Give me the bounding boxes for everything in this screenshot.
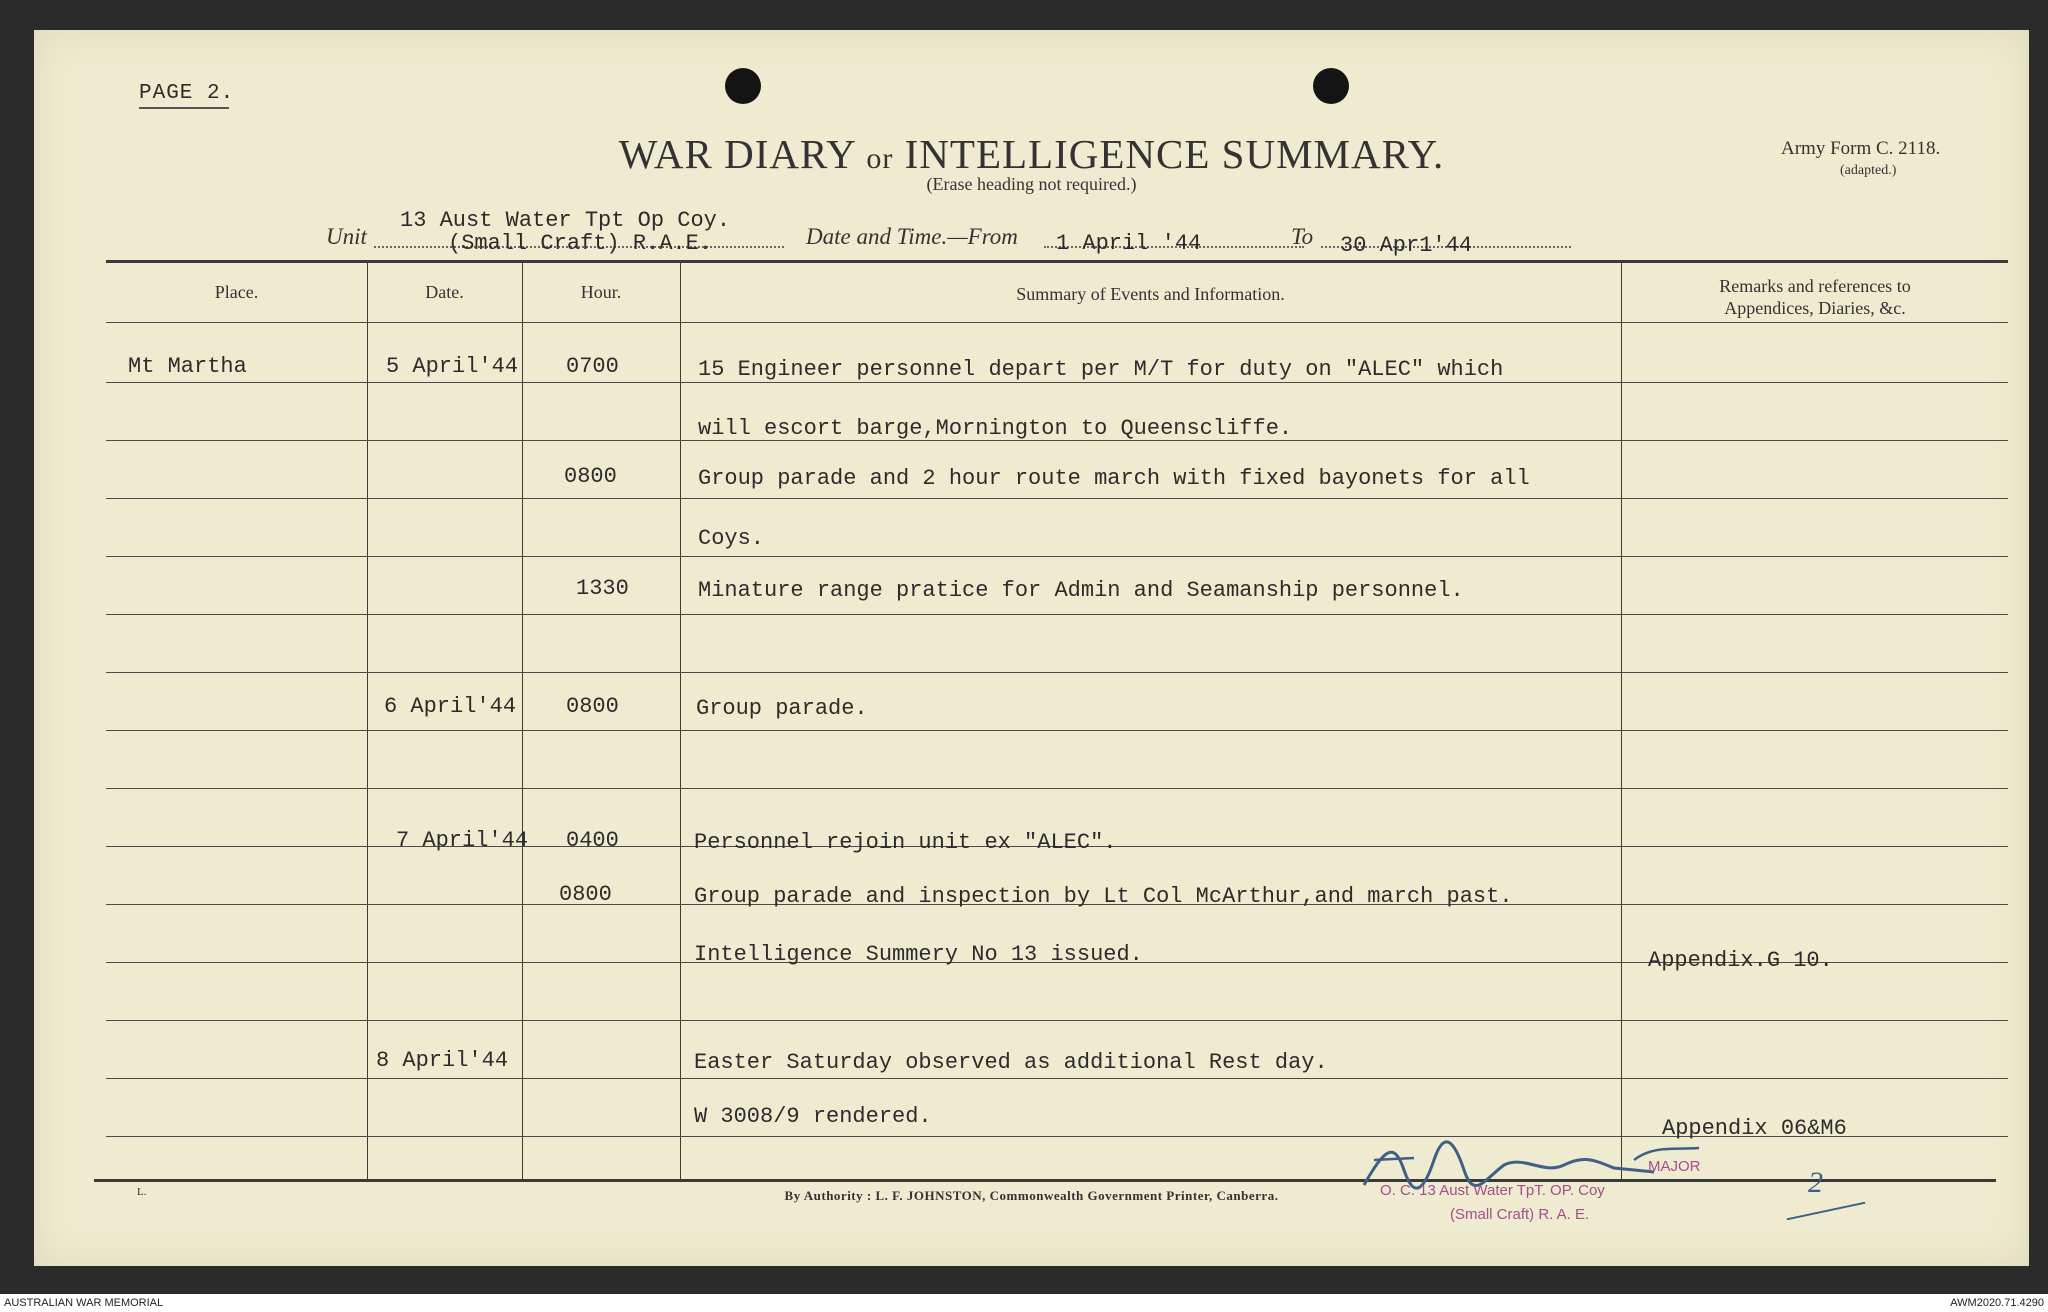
- entry-summary: Personnel rejoin unit ex "ALEC".: [694, 830, 1117, 855]
- page-number: PAGE 2.: [139, 82, 235, 105]
- archive-credit-strip: [0, 1294, 2048, 1312]
- entry-hour: 0800: [559, 882, 612, 907]
- entry-summary: Group parade and inspection by Lt Col McArthur,and march past.: [694, 884, 1513, 909]
- entry-hour: 1330: [576, 576, 629, 601]
- entry-summary: Group parade and 2 hour route march with fixed bayonets for all: [698, 466, 1530, 491]
- archive-credit-right: AWM2020.71.4290: [1950, 1297, 2044, 1309]
- entry-date: 8 April'44: [376, 1048, 509, 1073]
- stamp-rank: MAJOR: [1648, 1158, 1701, 1175]
- entry-hour: 0800: [564, 464, 617, 489]
- column-header-date: Date.: [425, 282, 464, 302]
- table-top-rule: [106, 260, 2008, 263]
- war-diary-sheet: [34, 30, 2029, 1266]
- stamp-unit-line2: (Small Craft) R. A. E.: [1450, 1206, 1590, 1223]
- punch-hole-right: [1313, 68, 1349, 104]
- title-war-diary: WAR DIARY: [618, 131, 856, 177]
- row-rule: [106, 556, 2008, 557]
- entry-summary: 15 Engineer personnel depart per M/T for duty on "ALEC" which: [698, 357, 1504, 382]
- army-form-number: Army Form C. 2118.: [1781, 138, 1941, 159]
- entry-date: 5 April'44: [386, 354, 519, 379]
- row-rule: [106, 614, 2008, 615]
- header-rule: [106, 322, 2008, 323]
- entry-hour: 0400: [566, 828, 619, 853]
- handwritten-page-mark: 2: [1808, 1166, 1823, 1199]
- punch-hole-left: [725, 68, 761, 104]
- unit-name-line2: (Small Craft) R.A.E.: [448, 231, 713, 256]
- row-rule: [106, 788, 2008, 789]
- row-rule: [106, 672, 2008, 673]
- form-l-mark: L.: [137, 1186, 147, 1198]
- entry-remark: Appendix.G 10.: [1648, 948, 1833, 973]
- column-header-remarks-1: Remarks and references to: [1719, 276, 1911, 296]
- to-date: 30 Apr1'44: [1340, 233, 1473, 258]
- column-header-hour: Hour.: [580, 282, 622, 302]
- column-header-summary: Summary of Events and Information.: [1016, 284, 1285, 304]
- divider-hour-summary: [680, 263, 681, 1179]
- title-intelligence-summary: INTELLIGENCE SUMMARY.: [904, 131, 1445, 177]
- title-or: or: [866, 142, 894, 175]
- stamp-unit-line1: O. C. 13 Aust Water TpT. OP. Coy: [1380, 1182, 1605, 1199]
- from-date: 1 April '44: [1056, 231, 1202, 256]
- entry-summary: W 3008/9 rendered.: [694, 1104, 932, 1129]
- row-rule: [106, 730, 2008, 731]
- row-rule: [106, 1078, 2008, 1079]
- form-subtitle: (Erase heading not required.): [926, 174, 1137, 194]
- unit-label: Unit: [326, 224, 367, 249]
- divider-date-hour: [522, 263, 523, 1179]
- page-mark-underline: [1787, 1202, 1866, 1221]
- divider-summary-remarks: [1621, 263, 1622, 1179]
- row-rule: [106, 498, 2008, 499]
- entry-hour: 0800: [566, 694, 619, 719]
- entry-summary: Intelligence Summery No 13 issued.: [694, 942, 1143, 967]
- unit-name-line1: 13 Aust Water Tpt Op Coy.: [400, 208, 731, 233]
- entry-summary: Minature range pratice for Admin and Seamanship personnel.: [698, 578, 1464, 603]
- entry-place: Mt Martha: [128, 354, 247, 379]
- entry-summary: Coys.: [698, 526, 765, 551]
- to-label: To: [1291, 224, 1314, 249]
- entry-summary: will escort barge,Mornington to Queenscliffe.: [698, 416, 1293, 441]
- entry-summary: Easter Saturday observed as additional Rest day.: [694, 1050, 1328, 1075]
- page-number-underline: [139, 107, 229, 109]
- army-form-adapted: (adapted.): [1840, 163, 1897, 178]
- form-title: [34, 130, 2029, 178]
- entry-hour: 0700: [566, 354, 619, 379]
- row-rule: [106, 1020, 2008, 1021]
- entry-summary: Group parade.: [696, 696, 868, 721]
- row-rule: [106, 382, 2008, 383]
- divider-place-date: [367, 263, 368, 1179]
- archive-credit-left: AUSTRALIAN WAR MEMORIAL: [4, 1297, 164, 1309]
- printer-authority: By Authority : L. F. JOHNSTON, Commonwealth Government Printer, Canberra.: [784, 1188, 1279, 1203]
- entry-remark: Appendix 06&M6: [1662, 1116, 1847, 1141]
- date-time-label: Date and Time.—From: [806, 224, 1018, 249]
- entry-date: 7 April'44: [396, 828, 529, 853]
- column-header-remarks-2: Appendices, Diaries, &c.: [1724, 298, 1906, 318]
- entry-date: 6 April'44: [384, 694, 517, 719]
- column-header-place: Place.: [214, 282, 259, 302]
